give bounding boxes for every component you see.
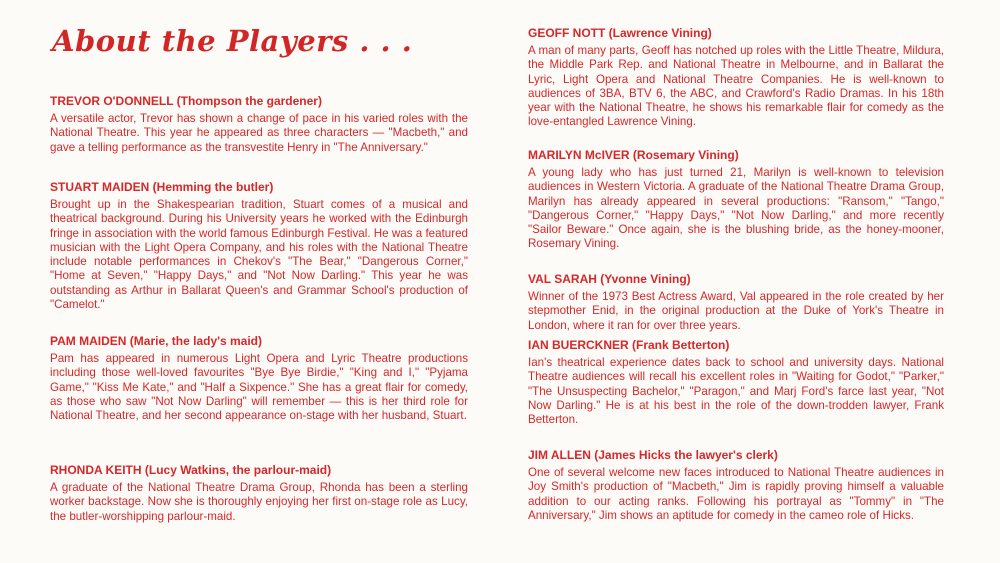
player-name: TREVOR O'DONNELL (Thompson the gardener)	[50, 94, 322, 108]
player-bio: Ian's theatrical experience dates back to school and university days. National Theatre audiences will recall his excellent roles in "Waiting for Godot," "Parker," "The Unsuspecting Bachelor," "Paragon," and Marj Ford's farce last year, "Not Now Darling." He is at his best in the role of the down-trodden lawyer, Frank Betterton.	[528, 356, 944, 427]
player-bio: Pam has appeared in numerous Light Opera and Lyric Theatre productions including those well-loved favourites "Bye Bye Birdie," "King and I," "Pyjama Game," "Kiss Me Kate," and "Half a Sixpence." She has a great flair for comedy, as those who saw "Not Now Darling" will remember — this is her third role for National Theatre, and her second appearance on-stage with her husband, Stuart.	[50, 352, 468, 423]
player-bio: Winner of the 1973 Best Actress Award, Val appeared in the role created by her stepmother Enid, in the original production at the Duke of York's Theatre in London, where it ran for over three years.	[528, 290, 944, 332]
player-name: STUART MAIDEN (Hemming the butler)	[50, 180, 274, 194]
player-name: RHONDA KEITH (Lucy Watkins, the parlour-maid)	[50, 463, 332, 477]
player-bio: Brought up in the Shakespearian tradition, Stuart comes of a musical and theatrical background. During his University years he worked with the Edinburgh fringe in association with the world famous Edinburgh Festival. He was a featured musician with the Light Opera Company, and his roles with the National Theatre include notable performances in Chekov's "The Bear," "Dangerous Corner," "Home at Seven," "Happy Days," and "Not Now Darling." This year he was outstanding as Arthur in Ballarat Queen's and Grammar School's production of "Camelot."	[50, 198, 468, 312]
player-entry-marilyn	[528, 148, 944, 252]
player-bio: A young lady who has just turned 21, Marilyn is well-known to television audiences in Western Victoria. A graduate of the National Theatre Drama Group, Marilyn has already appeared in several productions: "Ransom," "Tango," "Dangerous Corner," "Happy Days," "Not Now Darling," and more recently "Sailor Beware." Once again, she is the blushing bride, as the honey-mooner, Rosemary Vining.	[528, 166, 944, 251]
player-entry-rhonda	[50, 463, 468, 524]
player-entry-val	[528, 272, 944, 333]
player-name: IAN BUERCKNER (Frank Betterton)	[528, 338, 730, 352]
player-entry-stuart	[50, 180, 468, 312]
player-name: JIM ALLEN (James Hicks the lawyer's clerk)	[528, 448, 778, 462]
player-entry-geoff	[528, 26, 944, 130]
player-name: GEOFF NOTT (Lawrence Vining)	[528, 26, 712, 40]
player-entry-trevor	[50, 94, 468, 155]
player-entry-jim	[528, 448, 944, 523]
player-entry-ian	[528, 338, 944, 427]
player-bio: One of several welcome new faces introduced to National Theatre audiences in Joy Smith's production of "Macbeth," Jim is rapidly proving himself a valuable addition to our acting ranks. Following his portrayal as "Tommy" in "The Anniversary," Jim shows an aptitude for comedy in the cameo role of Hicks.	[528, 466, 944, 522]
player-name: PAM MAIDEN (Marie, the lady's maid)	[50, 334, 262, 348]
player-name: VAL SARAH (Yvonne Vining)	[528, 272, 691, 286]
page-title: About the Players . . .	[52, 24, 413, 58]
player-bio: A graduate of the National Theatre Drama Group, Rhonda has been a sterling worker backstage. Now she is thoroughly enjoying her first on-stage role as Lucy, the butler-worshipping parlour-maid.	[50, 481, 468, 523]
player-bio: A man of many parts, Geoff has notched up roles with the Little Theatre, Mildura, the Middle Park Rep. and National Theatre in Melbourne, and in Ballarat the Lyric, Light Opera and National Theatre Companies. He is well-known to audiences of 3BA, BTV 6, the ABC, and Crawford's Radio Dramas. In his 18th year with the National Theatre, he shows his remarkable flair for comedy as the love-entangled Lawrence Vining.	[528, 44, 944, 129]
player-entry-pam	[50, 334, 468, 423]
player-bio: A versatile actor, Trevor has shown a change of pace in his varied roles with the National Theatre. This year he appeared as three characters — "Macbeth," and gave a telling performance as the transvestite Henry in "The Anniversary."	[50, 112, 468, 154]
player-name: MARILYN McIVER (Rosemary Vining)	[528, 148, 739, 162]
